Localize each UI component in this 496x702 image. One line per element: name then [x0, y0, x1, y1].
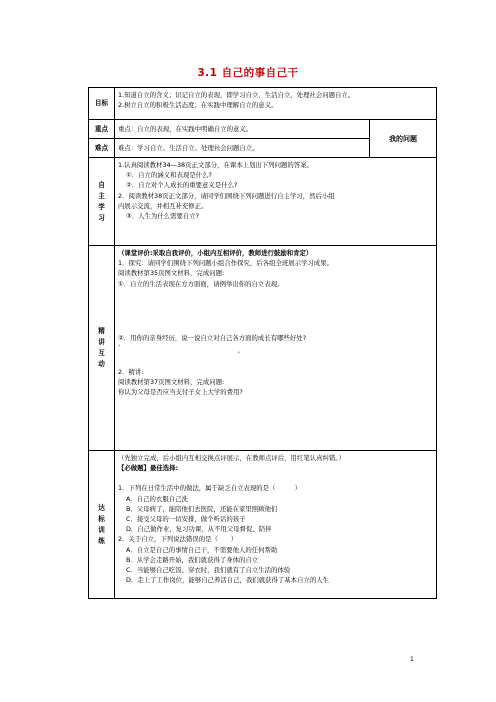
drill-q1: 1．下列在日常生活中的做法，属于缺乏自立表现的是（ ） [118, 484, 302, 493]
drill-q1-option: D．自己做作业、复习功课，从不用父母督促、陪伴 [126, 525, 272, 534]
self-study-line: 2．阅读教材38页正文部分，请同学们围绕下列问题进行自主学习，然后小组 [118, 191, 335, 200]
stray-mark: ' [238, 350, 240, 359]
goal-label: 目标 [89, 88, 115, 120]
difficult-content: 难点：学习自立、生活自立、处理社会问题自立。 [115, 139, 370, 158]
drill-must-do: 【必做题】最佳选择: [118, 464, 179, 473]
key-content: 重点：自立的表现，在实践中明确自立的意义。 [115, 120, 370, 139]
drill-q2-option: A．自立是自己的事情自己干，不需要他人的任何帮助 [126, 545, 278, 554]
lecture-read1: 阅读教材第35页图文材料，完成问题: [118, 269, 225, 278]
goal-line: 2.树立自立的积极生活态度；在实践中理解自立的意义。 [118, 101, 278, 110]
self-study-label: 自 主 学 习 [89, 158, 115, 246]
drill-note: （先独立完成，后小组内互相交换点评展示，在教师点评后，用红笔认真纠错。） [118, 454, 345, 462]
drill-q1-option: B．父母病了，能陪他们去医院，还能在家里照顾他们 [126, 504, 278, 513]
lecture-q2: ②．用你的亲身经历，说一说自立对自己各方面的成长有哪些好处? [118, 333, 307, 342]
lecture-row [89, 246, 437, 451]
self-study-row [89, 158, 437, 246]
lecture-read2: 阅读教材第37页图文材料，完成问题: [118, 378, 225, 387]
key-label: 重点 [89, 120, 115, 139]
lecture-q3: 你认为父母是否应当支付子女上大学的费用? [118, 388, 243, 397]
drill-q1-option: A．自己的衣服自己洗 [126, 494, 188, 503]
page-title: 3.1 自己的事自己干 [197, 67, 299, 79]
drill-q2-option: C．当能够自己吃饭、穿衣时，我们就有了自立生活的体验 [126, 566, 291, 575]
drill-row [89, 451, 437, 599]
study-plan-table [88, 87, 437, 599]
goal-content [115, 88, 437, 120]
self-study-line: ①．自立的涵义和表现是什么? [126, 171, 212, 180]
stray-mark: ` [118, 344, 122, 353]
lecture-explore: 1．探究：请同学们围绕下列问题小组合作探究，后各组全班展示学习成果。 [118, 259, 333, 268]
drill-content [115, 451, 437, 599]
lecture-label: 精 讲 互 动 [89, 246, 115, 451]
lecture-header: （课堂评价:采取自我评价，小组内互相评价，教师进行鼓励和肯定） [118, 249, 313, 257]
lecture-practice: 2．精讲: [118, 368, 144, 377]
goal-row [89, 88, 437, 120]
drill-q2-option: D．走上了工作岗位，能够自己养活自己，我们就获得了基本自立的人生 [126, 576, 330, 585]
goal-line: 1.知道自立的含义；识记自立的表现，即学习自立、生活自立、处理社会问题自立。 [118, 91, 355, 99]
self-study-content [115, 158, 437, 246]
page-number: 1 [410, 656, 414, 663]
lecture-content [115, 246, 437, 451]
self-study-line: ②．自立对个人成长的重要意义是什么? [126, 181, 238, 190]
my-questions-cell: 我的问题 [370, 120, 437, 158]
key-row [89, 120, 437, 139]
difficult-label: 难点 [89, 139, 115, 158]
self-study-line: 1.认真阅读教材34—38页正文部分，在课本上划出下列问题的答案。 [118, 161, 313, 169]
drill-q1-option: C．接受父母的一切安排，做个听话的孩子 [126, 515, 246, 524]
self-study-line: 内展示交流，并相互补充修正。 [118, 201, 208, 210]
self-study-line: ③．人生为什么需要自立? [126, 212, 200, 221]
drill-q2: 2．关于自立，下列说法错误的是（ ） [118, 535, 238, 544]
lecture-q1: ①．自立的生活表现在方方面面，请例举出你的自立表现。 [118, 279, 284, 288]
drill-q2-option: B．从学会走路开始，我们就获得了身体的自立 [126, 555, 259, 564]
drill-label: 达 标 训 练 [89, 451, 115, 599]
